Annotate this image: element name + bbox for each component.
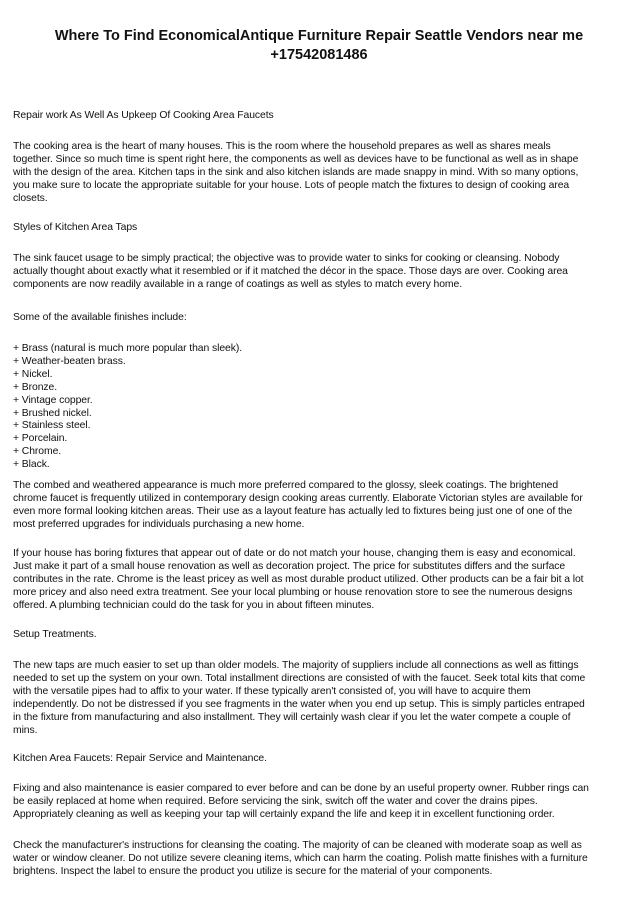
list-item: + Porcelain. [13, 433, 68, 445]
heading-text: Repair work As Well As Upkeep Of Cooking Area Faucets [13, 110, 274, 121]
paragraph-line: Some of the available finishes include: [13, 312, 187, 323]
paragraph [13, 548, 627, 613]
heading-text: Setup Treatments. [13, 629, 97, 640]
finishes-list [13, 343, 627, 472]
paragraph-line: independently. Do not be distressed if you see fragments in the water when you end up setup. This is simply particles entraped [13, 698, 585, 710]
paragraph-line: The new taps are much easier to set up than older models. The majority of suppliers include all connections as well as fittings [13, 660, 579, 671]
list-item: + Bronze. [13, 381, 58, 393]
paragraph-line: even more formal looking kitchen areas. Their use as a layout feature has actually led to fixtures being just one of one of the [13, 505, 573, 517]
section-heading [13, 753, 627, 766]
paragraph [13, 253, 627, 292]
paragraph [13, 660, 627, 737]
paragraph-line: mins. [13, 724, 38, 736]
paragraph-line: brightens. Inspect the label to ensure the product you utilize is secure for the material of your components. [13, 865, 493, 877]
paragraph-line: Check the manufacturer's instructions for cleansing the coating. The majority of can be cleaned with moderate soap as well as [13, 840, 582, 851]
title-line: +17542081486 [270, 47, 368, 63]
paragraph-line: contributes in the rate. Chrome is the least pricey as well as most durable product utilized. Other products can be a fair bit a lot [13, 573, 584, 585]
paragraph [13, 840, 627, 879]
paragraph-line: actually thought about exactly what it resembled or if it matched the décor in the space. Those days are over. Cooking area [13, 265, 568, 277]
finishes-intro [13, 312, 627, 325]
heading-text: Styles of Kitchen Area Taps [13, 222, 138, 233]
section-heading [13, 222, 627, 235]
list-item: + Chrome. [13, 446, 62, 458]
page-title [14, 27, 624, 65]
list-item: + Black. [13, 459, 50, 471]
paragraph-line: chrome faucet is frequently utilized in contemporary design cooking areas currently. Elaborate Victorian styles are available for [13, 492, 583, 504]
section-heading [13, 629, 627, 642]
paragraph-line: be easily replaced at home when required. Before servicing the sink, switch off the water and cover the drains pipes. [13, 795, 538, 807]
paragraph [13, 783, 627, 822]
paragraph-line: water or window cleaner. Do not utilize severe cleaning items, which can harm the coating. Polish matte finishes with a furniture [13, 852, 588, 864]
paragraph-line: needed to set up the system on your own. Total installment directions are consisted of with the faucet. Seek total kits that come [13, 672, 586, 684]
paragraph-line: most preferred upgrades for individuals purchasing a new home. [13, 518, 305, 530]
paragraph-line: The cooking area is the heart of many houses. This is the room where the household prepares as well as shares meals [13, 141, 551, 152]
list-item: + Stainless steel. [13, 420, 91, 432]
paragraph-line: more pricey and also need extra treatment. See your local plumbing or house renovation store to see the numerous designs [13, 586, 573, 598]
title-line: Where To Find EconomicalAntique Furniture Repair Seattle Vendors near me [54, 28, 584, 44]
paragraph-line: with the design of the area. Kitchen taps in the sink and also kitchen islands are made snappy in mind. With so many options, [13, 166, 579, 178]
paragraph-line: components are now readily available in a range of coatings as well as styles to match every home. [13, 278, 463, 290]
list-item: + Brushed nickel. [13, 407, 92, 419]
list-item: + Vintage copper. [13, 394, 93, 406]
paragraph-line: Just make it part of a small house renovation as well as decoration project. The price for substitutes differs and the surface [13, 560, 566, 572]
paragraph-line: The combed and weathered appearance is much more preferred compared to the glossy, sleek coatings. The brightened [13, 480, 559, 491]
paragraph-line: The sink faucet usage to be simply practical; the objective was to provide water to sinks for cooking or cleansing. Nobody [13, 253, 560, 264]
paragraph-line: If your house has boring fixtures that appear out of date or do not match your house, changing them is easy and economical. [13, 548, 576, 559]
paragraph-line: Appropriately cleaning as well as keeping your tap will certainly expand the life and keep it in excellent functioning order. [13, 808, 555, 820]
list-item: + Weather-beaten brass. [13, 355, 126, 367]
paragraph-line: with the versatile pipes had to affix to your water. If these typically aren't consisted of, you will have to acquire them [13, 685, 531, 697]
paragraph-line: together. Since so much time is spent right here, the components as well as devices have to be functional as well as in shape [13, 153, 579, 165]
paragraph-line: you make sure to locate the appropriate suitable for your house. Lots of people match the fixtures to design of cooking area [13, 179, 570, 191]
section-heading [13, 110, 627, 123]
paragraph-line: in the fixture from manufacturing and also installment. They will certainly wash clear if you let the water compete a couple of [13, 711, 571, 723]
paragraph-line: Fixing and also maintenance is easier compared to ever before and can be done by an useful property owner. Rubber rings can [13, 783, 589, 794]
list-item: + Brass (natural is much more popular than sleek). [13, 343, 243, 354]
paragraph [13, 480, 627, 532]
paragraph-line: offered. A plumbing technician could do the task for you in about fifteen minutes. [13, 599, 375, 611]
paragraph-line: closets. [13, 192, 48, 204]
heading-text: Kitchen Area Faucets: Repair Service and Maintenance. [13, 753, 267, 764]
paragraph [13, 141, 627, 206]
list-item: + Nickel. [13, 368, 53, 380]
